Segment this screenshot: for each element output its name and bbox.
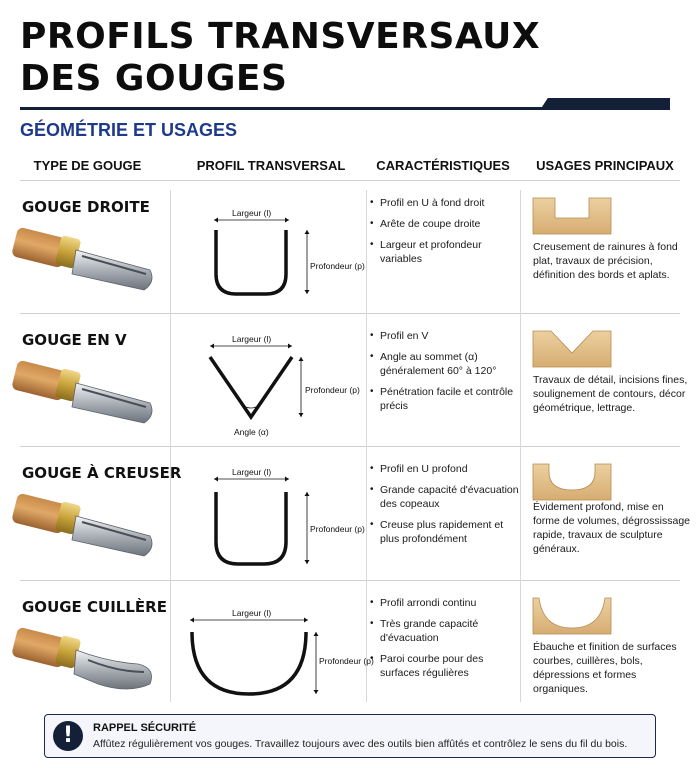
gouge-name: GOUGE CUILLÈRE [22,598,167,616]
spoon-gouge-tool-image [18,622,158,702]
safety-title: RAPPEL SÉCURITÉ [93,722,197,734]
deep-gouge-profile-diagram [176,458,366,576]
gouge-name: GOUGE EN V [22,331,127,349]
header-characteristics: CARACTÉRISTIQUES [376,158,510,173]
v-groove-wood-sample [533,327,611,367]
characteristic-item: • Profil en U profond [380,462,525,476]
flat-groove-wood-sample [533,194,611,234]
usage-text: Creusement de rainures à fond plat, travaux de précision, définition des bords et aplats. [533,241,678,281]
spoon-gouge-profile-diagram [176,592,374,710]
table-row [0,448,700,582]
width-label: Largeur (l) [232,208,272,218]
characteristics-list [368,196,525,273]
divider [20,180,680,181]
deep-groove-wood-sample [533,460,611,500]
characteristic-item: • Grande capacité d'évacuation des copeaux [380,483,525,511]
characteristics-list [368,596,525,687]
header-usages: USAGES PRINCIPAUX [536,158,674,173]
page-title [20,16,540,100]
characteristic-item: • Profil en U à fond droit [380,196,525,210]
width-label: Largeur (l) [232,467,272,477]
safety-reminder-box [44,714,656,758]
safety-text: Affûtez régulièrement vos gouges. Travaillez toujours avec des outils bien affûtés et contrôlez le sens du fil du bois. [93,738,628,750]
straight-gouge-tool-image [18,222,158,302]
usage-text: Ébauche et finition de surfaces courbes, cuillères, bols, dépressions et formes organiques. [533,641,677,695]
v-gouge-profile-diagram [176,325,366,443]
header-type: TYPE DE GOUGE [33,158,142,173]
header-profile: PROFIL TRANSVERSAL [196,158,346,173]
depth-label: Profondeur (p) [305,385,360,395]
depth-label: Profondeur (p) [310,261,365,271]
title-line-2: DES GOUGES [20,58,288,99]
characteristic-item: • Arête de coupe droite [380,217,525,231]
rounded-groove-wood-sample [533,594,611,634]
width-label: Largeur (l) [232,334,272,344]
angle-label: Angle (α) [234,427,269,437]
exclamation-icon: ! [53,721,83,751]
characteristics-list [368,462,525,553]
depth-label: Profondeur (p) [310,524,365,534]
characteristic-item: • Paroi courbe pour des surfaces régulières [380,652,525,680]
characteristic-item: • Creuse plus rapidement et plus profondément [380,518,525,546]
usage-text: Travaux de détail, incisions fines, soulignement de contours, décor géométrique, lettrage. [533,374,688,414]
characteristics-list [368,329,525,420]
characteristic-item: • Angle au sommet (α) généralement 60° à 120° [380,350,525,378]
gouge-name: GOUGE DROITE [22,198,150,216]
table-row [0,582,700,716]
page-subtitle: GÉOMÉTRIE ET USAGES [20,120,238,140]
characteristic-item: • Largeur et profondeur variables [380,238,525,266]
straight-gouge-profile-diagram [176,192,366,310]
v-gouge-tool-image [18,355,158,435]
depth-label: Profondeur (p) [319,656,374,666]
usage-text: Évidement profond, mise en forme de volumes, dégrossissage rapide, travaux de sculpture généraux. [533,501,690,555]
table-row [0,315,700,449]
table-row [0,182,700,316]
title-line-1: PROFILS TRANSVERSAUX [20,16,541,57]
deep-gouge-tool-image [18,488,158,568]
title-underline [20,107,670,110]
characteristic-item: • Profil en V [380,329,525,343]
gouge-name: GOUGE À CREUSER [22,464,182,482]
characteristic-item: • Profil arrondi continu [380,596,525,610]
characteristic-item: • Pénétration facile et contrôle précis [380,385,525,413]
characteristic-item: • Très grande capacité d'évacuation [380,617,525,645]
width-label: Largeur (l) [232,608,272,618]
